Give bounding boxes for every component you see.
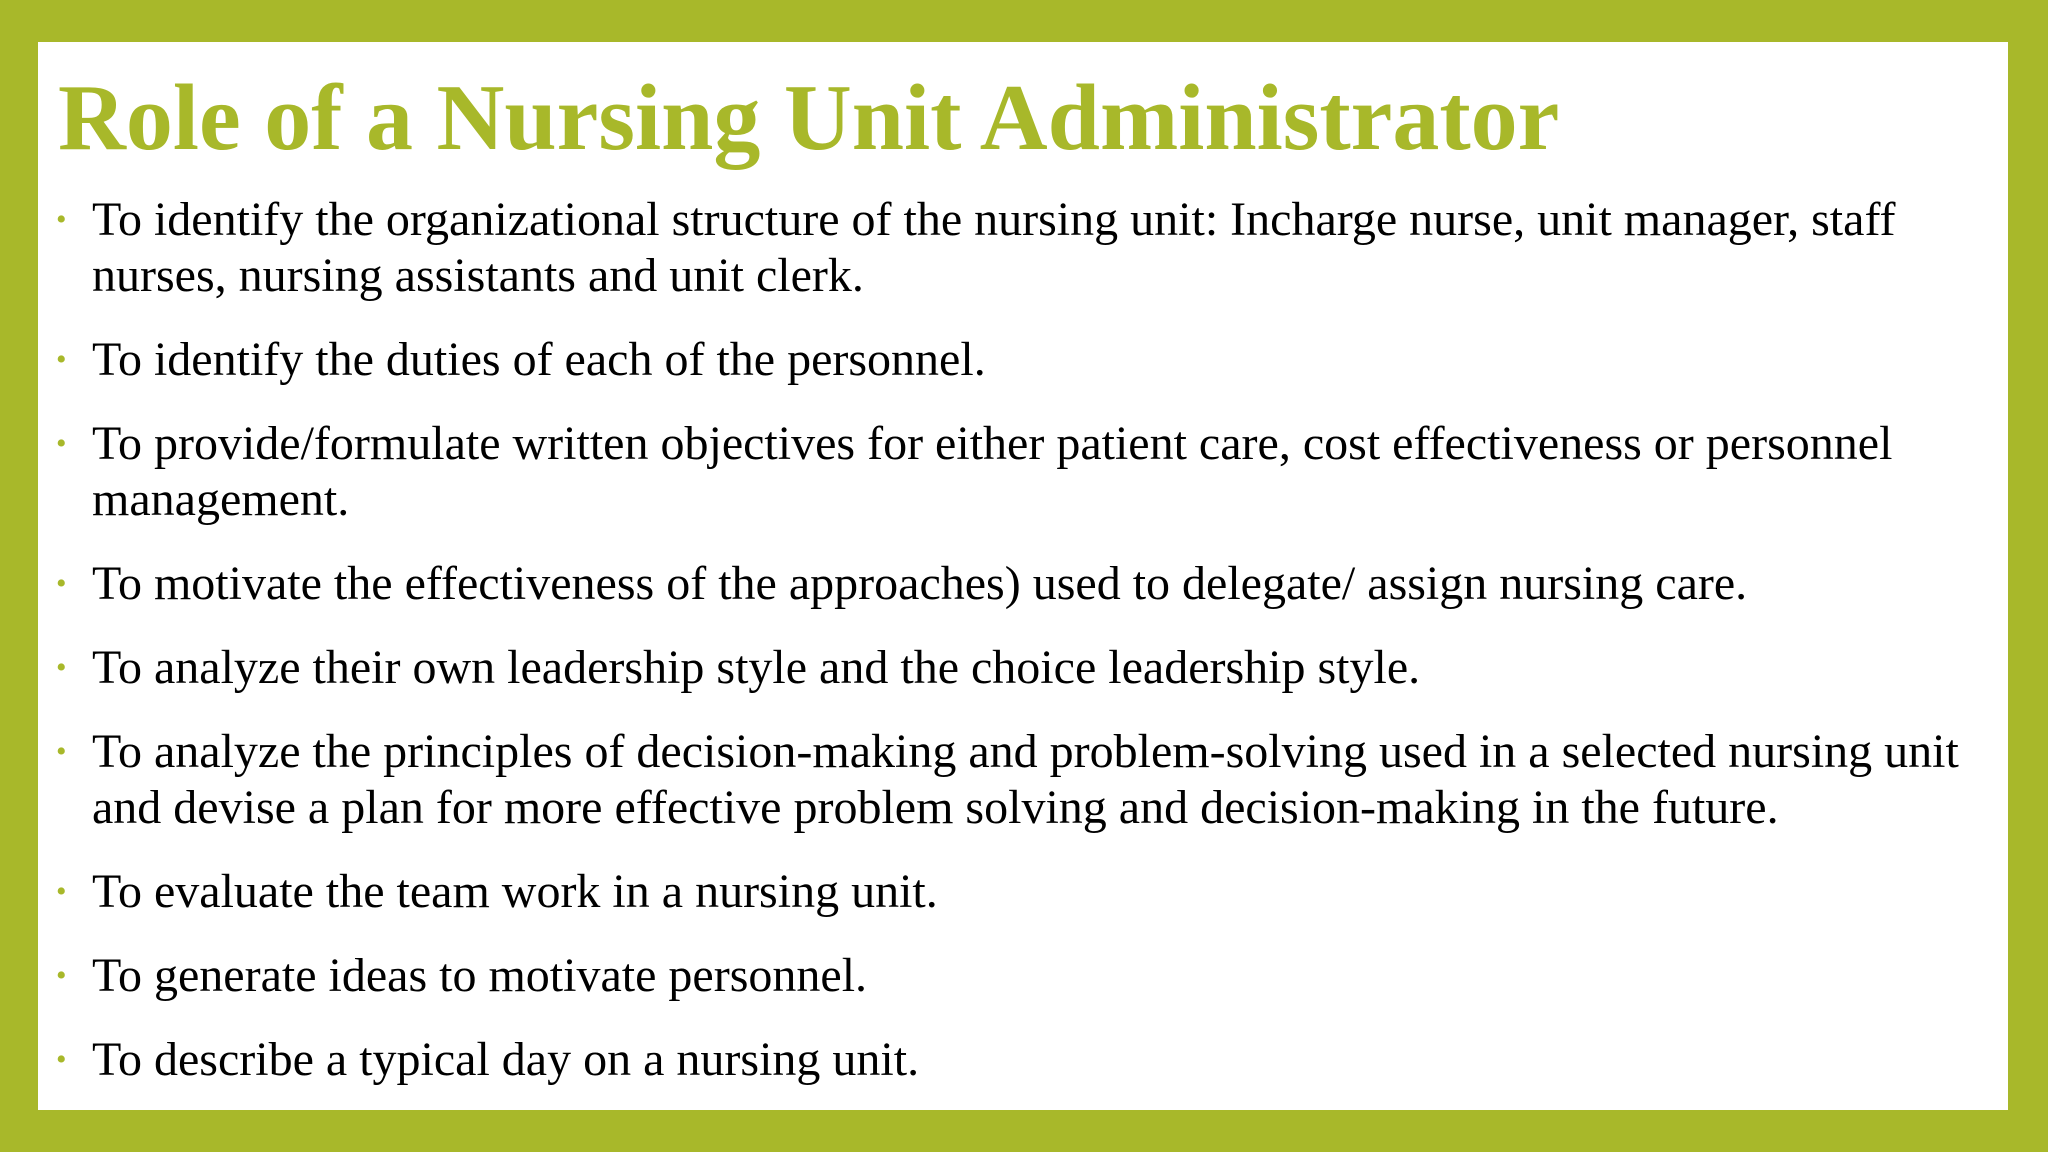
bullet-marker: • bbox=[56, 959, 67, 992]
bullet-item bbox=[38, 192, 2008, 304]
bullet-item bbox=[38, 332, 2008, 388]
slide-panel bbox=[38, 42, 2008, 1110]
bullet-text: To motivate the effectiveness of the approaches) used to delegate/ assign nursing care. bbox=[92, 557, 1748, 610]
bullet-text: To identify the organizational structure of the nursing unit: Incharge nurse, unit manager, staff nurses, nursing assistants and unit clerk. bbox=[92, 193, 1896, 302]
bullet-text: To analyze the principles of decision-making and problem-solving used in a selected nursing unit and devise a plan for more effective problem solving and decision-making in the future. bbox=[92, 725, 1959, 834]
bullet-text: To describe a typical day on a nursing unit. bbox=[92, 1033, 920, 1086]
bullet-item bbox=[38, 640, 2008, 696]
bullet-text: To analyze their own leadership style and the choice leadership style. bbox=[92, 641, 1421, 694]
slide-title: Role of a Nursing Unit Administrator bbox=[58, 66, 1560, 170]
bullet-marker: • bbox=[56, 203, 67, 236]
bullet-text: To provide/formulate written objectives for either patient care, cost effectiveness or personnel management. bbox=[92, 417, 1893, 526]
bullet-item bbox=[38, 864, 2008, 920]
bullet-item bbox=[38, 1032, 2008, 1088]
bullet-item bbox=[38, 556, 2008, 612]
bullet-item bbox=[38, 724, 2008, 836]
bullet-text: To identify the duties of each of the personnel. bbox=[92, 333, 986, 386]
bullet-text: To evaluate the team work in a nursing unit. bbox=[92, 865, 938, 918]
bullet-marker: • bbox=[56, 567, 67, 600]
bullet-marker: • bbox=[56, 651, 67, 684]
bullet-marker: • bbox=[56, 875, 67, 908]
bullet-item bbox=[38, 416, 2008, 528]
bullet-marker: • bbox=[56, 343, 67, 376]
bullet-text: To generate ideas to motivate personnel. bbox=[92, 949, 868, 1002]
bullet-item bbox=[38, 948, 2008, 1004]
bullet-marker: • bbox=[56, 1043, 67, 1076]
bullet-list bbox=[38, 192, 2008, 1110]
bullet-marker: • bbox=[56, 735, 67, 768]
bullet-marker: • bbox=[56, 427, 67, 460]
